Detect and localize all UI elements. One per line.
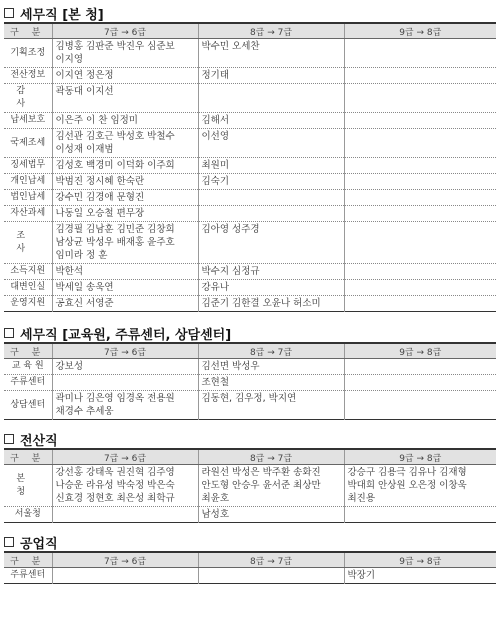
cell-grade-7-6: 곽동대 이지선 — [52, 84, 198, 113]
section-title — [4, 324, 496, 342]
table-row — [4, 190, 496, 206]
cell-grade-7-6 — [52, 375, 198, 391]
promotion-table — [4, 551, 496, 584]
cell-grade-8-7: 김숙기 — [198, 174, 344, 190]
cell-grade-9-8 — [344, 129, 496, 158]
row-category: 법인납세 — [4, 190, 52, 206]
cell-grade-9-8 — [344, 375, 496, 391]
cell-grade-7-6: 강보성 — [52, 359, 198, 375]
header-category: 구 분 — [4, 23, 52, 39]
section-title — [4, 533, 496, 551]
table-row — [4, 264, 496, 280]
cell-grade-8-7 — [198, 206, 344, 222]
row-category: 서울청 — [4, 507, 52, 523]
cell-grade-8-7: 박수지 심정규 — [198, 264, 344, 280]
cell-grade-7-6: 공효신 서영준 — [52, 296, 198, 312]
header-category: 구 분 — [4, 343, 52, 359]
cell-grade-8-7 — [198, 190, 344, 206]
table-row — [4, 206, 496, 222]
checkbox-square-icon — [4, 434, 14, 444]
table-row — [4, 174, 496, 190]
cell-grade-8-7: 조현철 — [198, 375, 344, 391]
header-grade-9-8: 9급 → 8급 — [344, 23, 496, 39]
cell-grade-7-6: 곽미나 김은영 임경옥 전용원 채경수 추세웅 — [52, 391, 198, 420]
cell-grade-7-6: 김경필 김남훈 김민준 김창희 남상균 박성우 배재홍 윤주호 임미라 정 훈 — [52, 222, 198, 264]
header-grade-9-8: 9급 → 8급 — [344, 552, 496, 568]
cell-grade-8-7 — [198, 84, 344, 113]
cell-grade-8-7: 최원미 — [198, 158, 344, 174]
cell-grade-9-8 — [344, 190, 496, 206]
table-row — [4, 68, 496, 84]
table-header-row — [4, 552, 496, 568]
row-category: 기획조정 — [4, 39, 52, 68]
cell-grade-9-8 — [344, 264, 496, 280]
section-title-text: 세무직 [본 청] — [20, 7, 104, 23]
row-category: 조 사 — [4, 222, 52, 264]
table-row — [4, 222, 496, 264]
checkbox-square-icon — [4, 328, 14, 338]
header-grade-7-6: 7급 → 6급 — [52, 23, 198, 39]
table-row — [4, 113, 496, 129]
cell-grade-9-8 — [344, 206, 496, 222]
header-category: 구 분 — [4, 449, 52, 465]
checkbox-square-icon — [4, 537, 14, 547]
cell-grade-9-8 — [344, 391, 496, 420]
cell-grade-9-8 — [344, 507, 496, 523]
checkbox-square-icon — [4, 8, 14, 18]
row-category: 소득지원 — [4, 264, 52, 280]
table-header-row — [4, 449, 496, 465]
cell-grade-7-6: 김병홍 김판준 박진우 심준보 이지영 — [52, 39, 198, 68]
table-row — [4, 158, 496, 174]
cell-grade-8-7: 라원선 박성은 박주환 송화진 안도형 안승우 윤서준 최상만 최윤호 — [198, 465, 344, 507]
cell-grade-9-8 — [344, 113, 496, 129]
cell-grade-7-6: 박세일 송욱연 — [52, 280, 198, 296]
cell-grade-7-6 — [52, 507, 198, 523]
cell-grade-9-8 — [344, 280, 496, 296]
cell-grade-7-6: 이은주 이 찬 임정미 — [52, 113, 198, 129]
row-category: 상담센터 — [4, 391, 52, 420]
cell-grade-8-7: 김해서 — [198, 113, 344, 129]
cell-grade-7-6: 나동일 오승철 편무장 — [52, 206, 198, 222]
cell-grade-8-7: 김아영 성주경 — [198, 222, 344, 264]
cell-grade-7-6: 이지연 정은정 — [52, 68, 198, 84]
header-grade-8-7: 8급 → 7급 — [198, 343, 344, 359]
cell-grade-7-6: 강선홍 강태욱 권진혁 김주영 나승운 라유성 박숙정 박은숙 신효경 정현호 최은성 최학규 — [52, 465, 198, 507]
header-grade-8-7: 8급 → 7급 — [198, 552, 344, 568]
cell-grade-8-7: 김동현, 김우정, 박지연 — [198, 391, 344, 420]
cell-grade-8-7: 정기태 — [198, 68, 344, 84]
table-row — [4, 296, 496, 312]
cell-grade-7-6: 김성호 백경미 이덕화 이주희 — [52, 158, 198, 174]
table-row — [4, 84, 496, 113]
row-category: 징세법무 — [4, 158, 52, 174]
table-row — [4, 129, 496, 158]
cell-grade-7-6: 강수민 김경애 문형진 — [52, 190, 198, 206]
cell-grade-9-8 — [344, 84, 496, 113]
row-category: 대변인실 — [4, 280, 52, 296]
section-title-text: 전산직 — [20, 433, 58, 449]
table-row — [4, 568, 496, 584]
header-category: 구 분 — [4, 552, 52, 568]
cell-grade-7-6: 김선관 김호근 박성호 박철수 이성재 이재범 — [52, 129, 198, 158]
row-category: 국제조세 — [4, 129, 52, 158]
cell-grade-9-8 — [344, 222, 496, 264]
cell-grade-9-8: 박장기 — [344, 568, 496, 584]
row-category: 교 육 원 — [4, 359, 52, 375]
table-row — [4, 280, 496, 296]
cell-grade-8-7: 김선면 박성우 — [198, 359, 344, 375]
table-header-row — [4, 343, 496, 359]
table-row — [4, 391, 496, 420]
promotion-table — [4, 342, 496, 420]
row-category: 전산정보 — [4, 68, 52, 84]
cell-grade-8-7 — [198, 568, 344, 584]
table-header-row — [4, 23, 496, 39]
cell-grade-8-7: 이선영 — [198, 129, 344, 158]
row-category: 주류센터 — [4, 375, 52, 391]
cell-grade-8-7: 남성호 — [198, 507, 344, 523]
row-category: 본 청 — [4, 465, 52, 507]
cell-grade-9-8 — [344, 68, 496, 84]
row-category: 감 사 — [4, 84, 52, 113]
cell-grade-8-7: 김준기 김한결 오윤나 허소미 — [198, 296, 344, 312]
cell-grade-7-6: 박범진 정시혜 한숙란 — [52, 174, 198, 190]
table-row — [4, 465, 496, 507]
header-grade-7-6: 7급 → 6급 — [52, 343, 198, 359]
section-title — [4, 430, 496, 448]
cell-grade-9-8 — [344, 359, 496, 375]
row-category: 자산과세 — [4, 206, 52, 222]
promotion-list-page — [4, 4, 496, 584]
section-title-text: 공업직 — [20, 536, 58, 552]
row-category: 주류센터 — [4, 568, 52, 584]
cell-grade-9-8 — [344, 158, 496, 174]
promotion-table — [4, 22, 496, 312]
cell-grade-9-8 — [344, 39, 496, 68]
header-grade-7-6: 7급 → 6급 — [52, 552, 198, 568]
row-category: 운영지원 — [4, 296, 52, 312]
cell-grade-9-8 — [344, 296, 496, 312]
cell-grade-7-6 — [52, 568, 198, 584]
header-grade-9-8: 9급 → 8급 — [344, 449, 496, 465]
cell-grade-7-6: 박한석 — [52, 264, 198, 280]
header-grade-8-7: 8급 → 7급 — [198, 449, 344, 465]
cell-grade-9-8: 강승구 김용극 김유나 김재형 박대희 안상원 오은정 이창욱 최진용 — [344, 465, 496, 507]
section-title — [4, 4, 496, 22]
table-row — [4, 359, 496, 375]
cell-grade-8-7: 강유나 — [198, 280, 344, 296]
header-grade-8-7: 8급 → 7급 — [198, 23, 344, 39]
row-category: 개인납세 — [4, 174, 52, 190]
cell-grade-8-7: 박수민 오세찬 — [198, 39, 344, 68]
promotion-table — [4, 448, 496, 523]
table-row — [4, 507, 496, 523]
row-category: 납세보호 — [4, 113, 52, 129]
table-row — [4, 39, 496, 68]
header-grade-7-6: 7급 → 6급 — [52, 449, 198, 465]
cell-grade-9-8 — [344, 174, 496, 190]
table-row — [4, 375, 496, 391]
section-title-text: 세무직 [교육원, 주류센터, 상담센터] — [20, 327, 232, 343]
header-grade-9-8: 9급 → 8급 — [344, 343, 496, 359]
